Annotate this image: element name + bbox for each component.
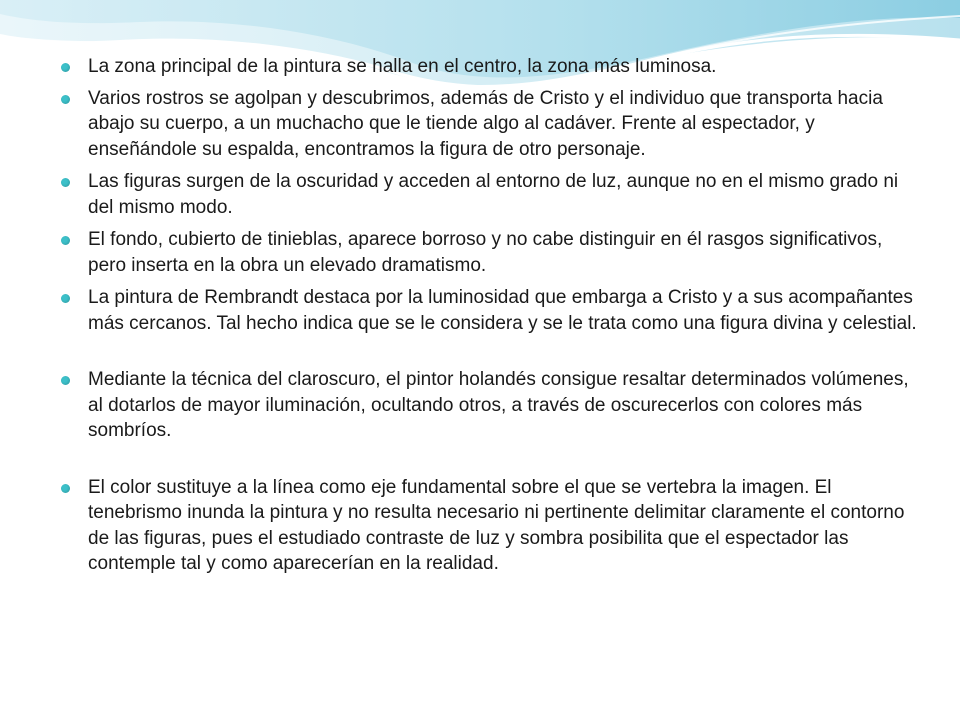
bullet-item-3: Las figuras surgen de la oscuridad y acceden al entorno de luz, aunque no en el mismo grado ni del mismo modo. (60, 169, 920, 220)
bullet-item-6: Mediante la técnica del claroscuro, el pintor holandés consigue resaltar determinados volúmenes, al dotarlos de mayor iluminación, ocultando otros, a través de oscurecerlos con colores más sombríos. (60, 367, 920, 444)
bullet-item-4: El fondo, cubierto de tinieblas, aparece borroso y no cabe distinguir en él rasgos significativos, pero inserta en la obra un elevado dramatismo. (60, 227, 920, 278)
bullet-item-2: Varios rostros se agolpan y descubrimos, además de Cristo y el individuo que transporta hacia abajo su cuerpo, a un muchacho que le tiende algo al cadáver. Frente al espectador, y enseñándole su espalda, encontramos la figura de otro personaje. (60, 86, 920, 163)
bullet-item-1: La zona principal de la pintura se halla en el centro, la zona más luminosa. (60, 54, 920, 80)
bullet-list (60, 54, 920, 577)
bullet-item-5: La pintura de Rembrandt destaca por la luminosidad que embarga a Cristo y a sus acompañantes más cercanos. Tal hecho indica que se le considera y se le trata como una figura divina y celestial. (60, 285, 920, 336)
bullet-item-7: El color sustituye a la línea como eje fundamental sobre el que se vertebra la imagen. El tenebrismo inunda la pintura y no resulta necesario ni pertinente delimitar claramente el contorno de las figuras, pues el estudiado contraste de luz y sombra posibilita que el espectador las contemple tal y como aparecerían en la realidad. (60, 475, 920, 577)
